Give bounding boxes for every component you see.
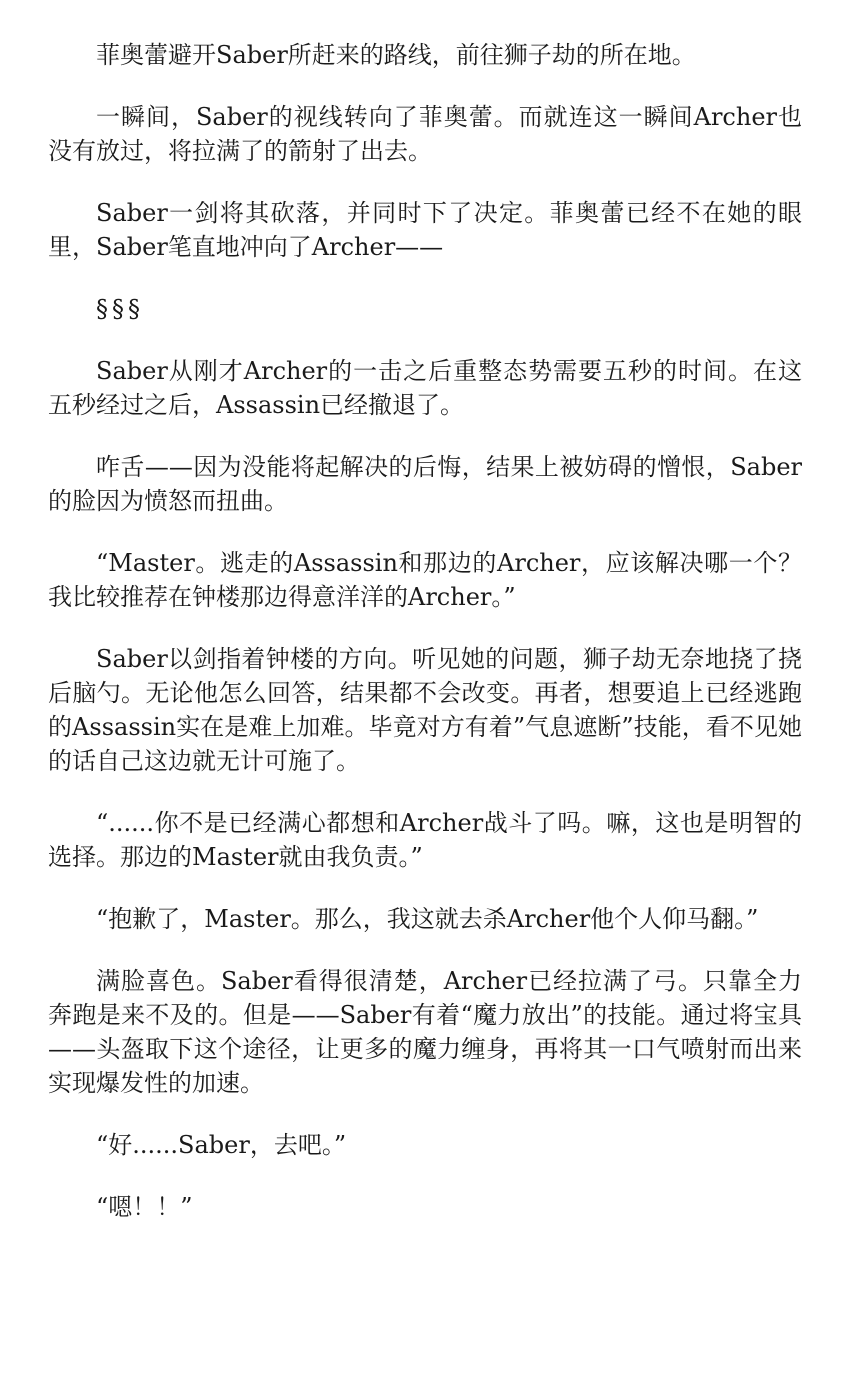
paragraph-5: 咋舌——因为没能将起解决的后悔，结果上被妨碍的憎恨，Saber的脸因为愤怒而扭曲。 — [48, 453, 802, 515]
paragraph-11: “好......Saber，去吧。” — [96, 1131, 347, 1159]
paragraph-9: “抱歉了，Master。那么，我这就去杀Archer他个人仰马翻。” — [96, 905, 759, 933]
paragraph-10: 满脸喜色。Saber看得很清楚，Archer已经拉满了弓。只靠全力奔跑是来不及的。但是——Saber有着“魔力放出”的技能。通过将宝具——头盔取下这个途径，让更多的魔力缠身，再将其一口气喷射而出来实现爆发性的加速。 — [48, 967, 802, 1097]
paragraph-4: Saber从刚才Archer的一击之后重整态势需要五秒的时间。在这五秒经过之后，Assassin已经撤退了。 — [48, 357, 802, 419]
paragraph-2: 一瞬间，Saber的视线转向了菲奥蕾。而就连这一瞬间Archer也没有放过，将拉满了的箭射了出去。 — [48, 103, 802, 165]
paragraph-12: “嗯！！” — [96, 1193, 193, 1221]
paragraph-8: “......你不是已经满心都想和Archer战斗了吗。嘛，这也是明智的选择。那边的Master就由我负责。” — [48, 809, 802, 871]
paragraph-3: Saber一剑将其砍落，并同时下了决定。菲奥蕾已经不在她的眼里，Saber笔直地冲向了Archer—— — [48, 199, 802, 261]
paragraph-7: Saber以剑指着钟楼的方向。听见她的问题，狮子劫无奈地挠了挠后脑勺。无论他怎么回答，结果都不会改变。再者，想要追上已经逃跑的Assassin实在是难上加难。毕竟对方有着”气息遮断”技能，看不见她的话自己这边就无计可施了。 — [48, 645, 802, 775]
paragraph-6: “Master。逃走的Assassin和那边的Archer，应该解决哪一个？我比较推荐在钟楼那边得意洋洋的Archer。” — [48, 549, 802, 611]
section-separator: §§§ — [96, 295, 144, 323]
paragraph-1: 菲奥蕾避开Saber所赶来的路线，前往狮子劫的所在地。 — [96, 41, 696, 69]
